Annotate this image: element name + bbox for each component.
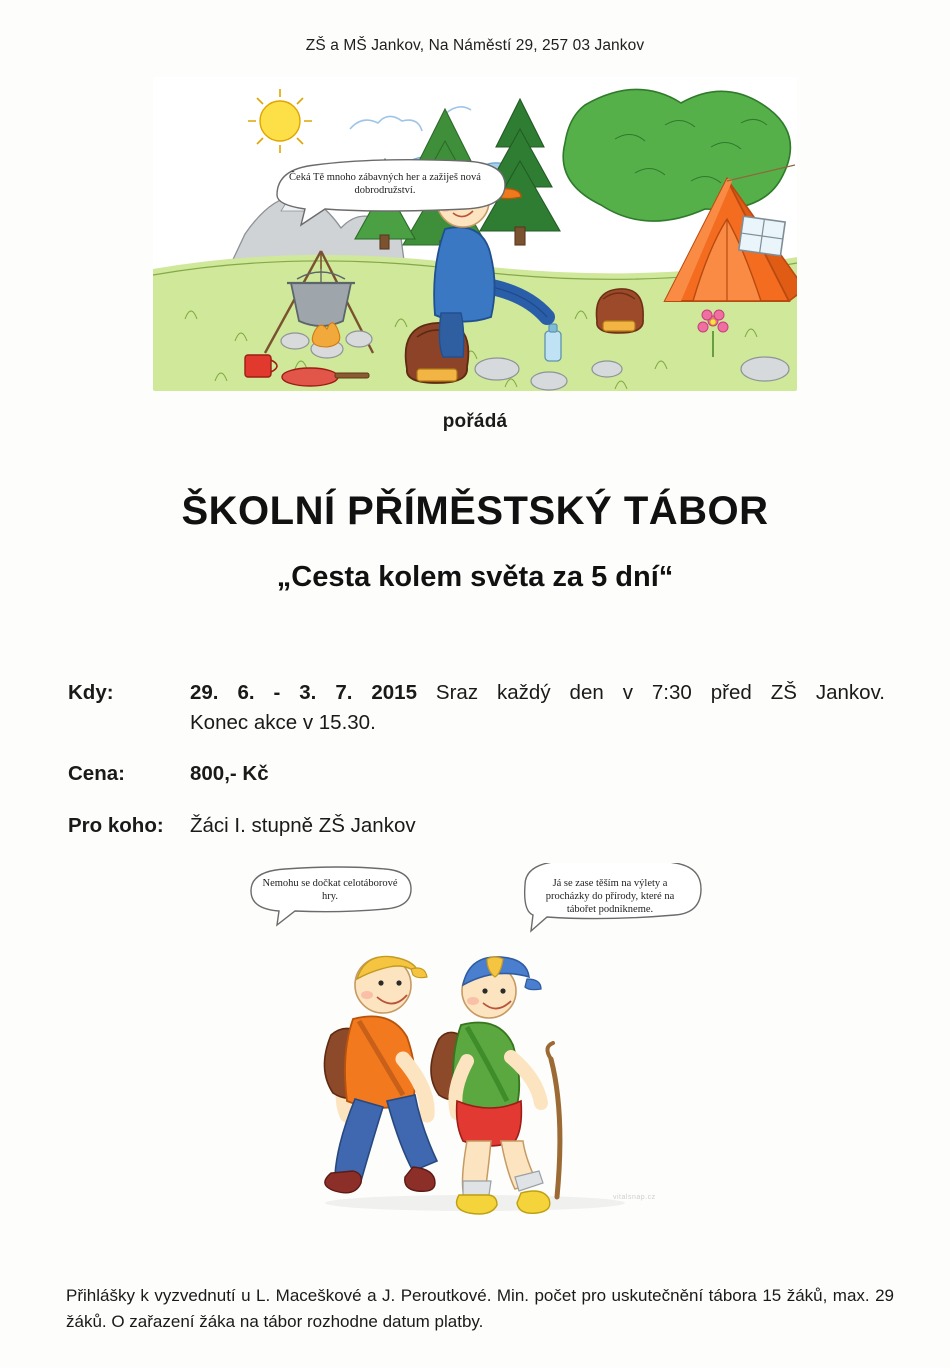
detail-row-kdy xyxy=(68,678,888,737)
detail-row-cena xyxy=(68,759,888,789)
speech-bubble-left-text: Nemohu se dočkat celotáborové hry. xyxy=(262,877,398,902)
boy-green-shirt xyxy=(431,957,560,1214)
detail-value-kdy-dates: 29. 6. - 3. 7. 2015 xyxy=(190,680,417,704)
walking-stick xyxy=(551,1059,560,1197)
illustration-watermark: vitalsnap.cz xyxy=(613,1193,656,1201)
leafy-trees xyxy=(563,89,790,221)
page-title: ŠKOLNÍ PŘÍMĚSTSKÝ TÁBOR xyxy=(181,489,769,533)
camp-illustration xyxy=(145,69,805,399)
camp-illustration-svg xyxy=(145,69,805,399)
porada-label: pořádá xyxy=(442,411,508,432)
details-block xyxy=(0,678,950,841)
backpack-right xyxy=(596,289,643,333)
hikers-illustration xyxy=(235,863,715,1233)
detail-value-cena-amount: 800,- Kč xyxy=(190,762,269,786)
detail-label-kdy: Kdy: xyxy=(68,680,114,704)
footer-note: Přihlášky k vyzvednutí u L. Maceškové a J. Peroutkové. Min. počet pro uskutečnění tábora 15 žáků, max. 29 žáků. O zařazení žáka na tábor rozhodne datum platby. xyxy=(66,1286,894,1331)
boy-orange-shirt xyxy=(324,956,437,1192)
detail-value-kdy-line2: Konec akce v 15.30. xyxy=(190,710,376,734)
speech-bubble-top-text: Čeká Tě mnoho zábavných her a zažiješ nová dobrodružství. xyxy=(289,172,481,197)
detail-value-kdy xyxy=(190,678,888,737)
page-subtitle: „Cesta kolem světa za 5 dní“ xyxy=(276,560,674,593)
detail-label-pro-koho: Pro koho: xyxy=(68,813,164,837)
speech-bubble-right-text: Já se zase těším na výlety a procházky do přírody, které na tábořet podnikneme. xyxy=(545,877,675,915)
detail-value-pro-koho: Žáci I. stupně ZŠ Jankov xyxy=(190,813,416,837)
school-address-line: ZŠ a MŠ Jankov, Na Náměstí 29, 257 03 Jankov xyxy=(305,37,645,54)
detail-value-kdy-rest: Sraz každý den v 7:30 před ZŠ Jankov. xyxy=(416,680,885,704)
tent-window xyxy=(739,216,785,256)
detail-value-cena xyxy=(190,759,888,789)
detail-label-cena: Cena: xyxy=(68,762,125,786)
hikers-illustration-svg xyxy=(235,863,715,1233)
detail-row-pro-koho xyxy=(68,811,888,841)
